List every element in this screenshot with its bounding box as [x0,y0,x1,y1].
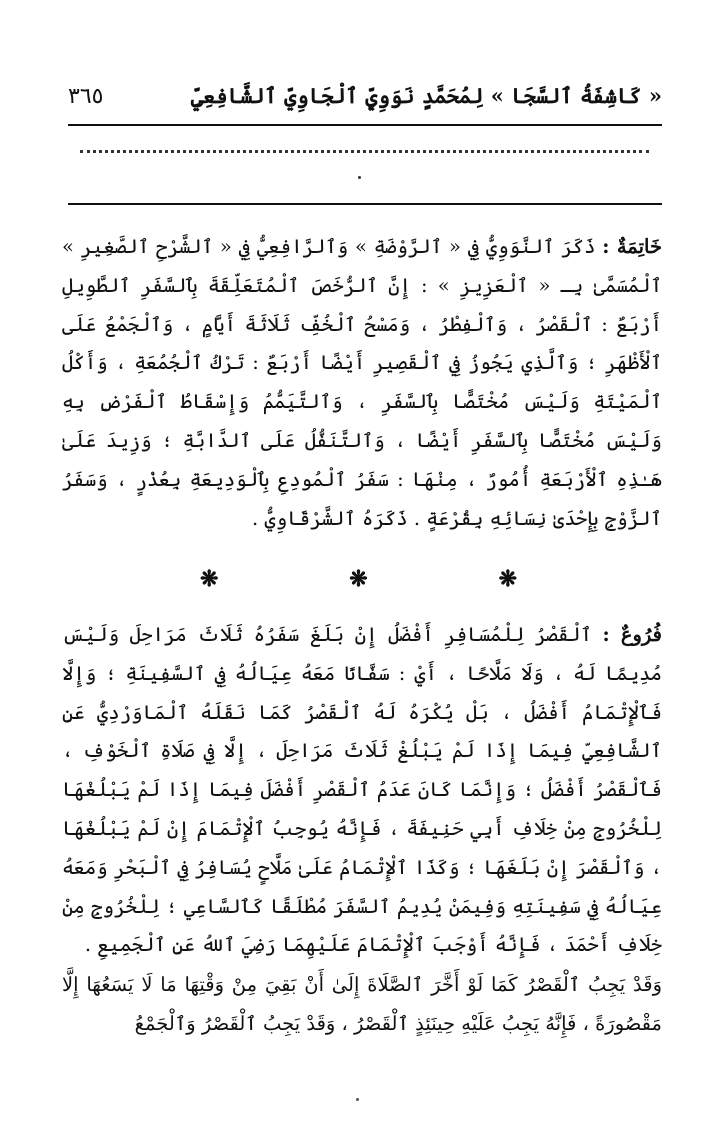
conclusion-heading: خَاتِمَةٌ : [602,235,663,258]
conclusion-paragraph [62,228,662,538]
section-rule [68,203,662,205]
dotted-separator [80,150,649,153]
running-title: « كَاشِفَةُ ٱلسَّجَا » لِمُحَمَّدٍ نَوَوِيٍّ ٱلْجَاوِيِّ ٱلشَّافِعِيِّ [190,83,662,108]
branches-paragraph [62,616,662,965]
conclusion-body: ذَكَرَ ٱلنَّوَوِيُّ فِي « ٱلرَّوْضَةِ » وَٱلرَّافِعِيُّ فِي « ٱلشَّرْحِ ٱلصَّغِيرِ » ٱلْمُسَمَّىٰ بِـ « ٱلْعَزِيزِ » : إِنَّ ٱلرُّخَصَ ٱلْمُتَعَلِّقَةَ بِٱلسَّفَرِ ٱلطَّوِيلِ أَرْبَعٌ : ٱلْقَصْرُ ، وَٱلْفِطْرُ ، وَمَسْحُ ٱلْخُفِّ ثَلَاثَةَ أَيَّامٍ ، وَٱلْجَمْعُ عَلَى ٱلْأَظْهَرِ ؛ وَٱلَّذِي يَجُوزُ فِي ٱلْقَصِيرِ أَيْضًا أَرْبَعٌ : تَرْكُ ٱلْجُمُعَةِ ، وَأَكْلُ ٱلْمَيْتَةِ وَلَيْسَ مُخْتَصًّا بِٱلسَّفَرِ ، وَٱلتَّيَمُّمُ وَإِسْقَاطُ ٱلْفَرْضِ بِهِ وَلَيْسَ مُخْتَصًّا بِٱلسَّفَرِ أَيْضًا ، وَٱلتَّنَفُّلُ عَلَى ٱلدَّابَّةِ ؛ وَزِيدَ عَلَىٰ هَـٰذِهِ ٱلْأَرْبَعَةِ أُمُورٌ ، مِنْهَا : سَفَرُ ٱلْمُودِعِ بِٱلْوَدِيعَةِ بِعُذْرٍ ، وَسَفَرُ ٱلزَّوْجِ بِإِحْدَىٰ نِسَائِهِ بِقُرْعَةٍ . ذَكَرَهُ ٱلشَّرْقَاوِيُّ . [62,235,662,530]
final-paragraph [62,966,662,1044]
final-body: وَقَدْ يَجِبُ ٱلْقَصْرُ كَمَا لَوْ أَخَّرَ ٱلصَّلَاةَ إِلَىٰ أَنْ بَقِيَ مِنْ وَقْتِهَا مَا لَا يَسَعُهَا إِلَّا مَقْصُورَةً ، فَإِنَّهُ يَجِبُ عَلَيْهِ حِينَئِذٍ ٱلْقَصْرُ ، وَقَدْ يَجِبُ ٱلْقَصْرُ وَٱلْجَمْعُ [62,973,662,1035]
branches-heading: فُرُوعٌ : [602,623,662,646]
star-separator [200,566,517,596]
branches-body: ٱلْقَصْرُ لِلْمُسَافِرِ أَفْضَلُ إِنْ بَلَغَ سَفَرُهُ ثَلَاثَ مَرَاحِلَ وَلَيْسَ مُدِيمًا لَهُ ، وَلَا مَلَّاحًا ، أَيْ : سَفَّانًا مَعَهُ عِيَالُهُ فِي ٱلسَّفِينَةِ ؛ وَإِلَّا فَٱلْإِتْمَامُ أَفْضَلُ ، بَلْ يُكْرَهُ لَهُ ٱلْقَصْرُ كَمَا نَقَلَهُ ٱلْمَاوَرْدِيُّ عَنِ ٱلشَّافِعِيِّ فِيمَا إِذَا لَمْ يَبْلُغْ ثَلَاثَ مَرَاحِلَ ، إِلَّا فِي صَلَاةِ ٱلْخَوْفِ ، فَٱلْقَصْرُ أَفْضَلُ ؛ وَإِنَّمَا كَانَ عَدَمُ ٱلْقَصْرِ أَفْضَلَ فِيمَا إِذَا لَمْ يَبْلُغْهَا لِلْخُرُوجِ مِنْ خِلَافِ أَبِي حَنِيفَةَ ، فَإِنَّهُ يُوجِبُ ٱلْإِتْمَامَ إِنْ لَمْ يَبْلُغْهَا ، وَٱلْقَصْرَ إِنْ بَلَغَهَا ؛ وَكَذَا ٱلْإِتْمَامُ عَلَىٰ مَلَّاحٍ يُسَافِرُ فِي ٱلْبَحْرِ وَمَعَهُ عِيَالُهُ فِي سَفِينَتِهِ وَفِيمَنْ يُدِيمُ ٱلسَّفَرَ مُطْلَقًا كَٱلسَّاعِي ؛ لِلْخُرُوجِ مِنْ خِلَافِ أَحْمَدَ ، فَإِنَّهُ أَوْجَبَ ٱلْإِتْمَامَ عَلَيْهِمَا رَضِيَ ٱللهُ عَنِ ٱلْجَمِيعِ . [62,623,662,957]
page-number: ٣٦٥ [68,84,104,109]
header-rule [68,124,662,126]
page-header [68,76,662,120]
star-mark: ❋ [498,566,517,592]
star-mark: ❋ [349,566,368,592]
dot-mark [358,176,361,179]
star-mark: ❋ [200,566,219,592]
footer-dot [356,1098,359,1101]
